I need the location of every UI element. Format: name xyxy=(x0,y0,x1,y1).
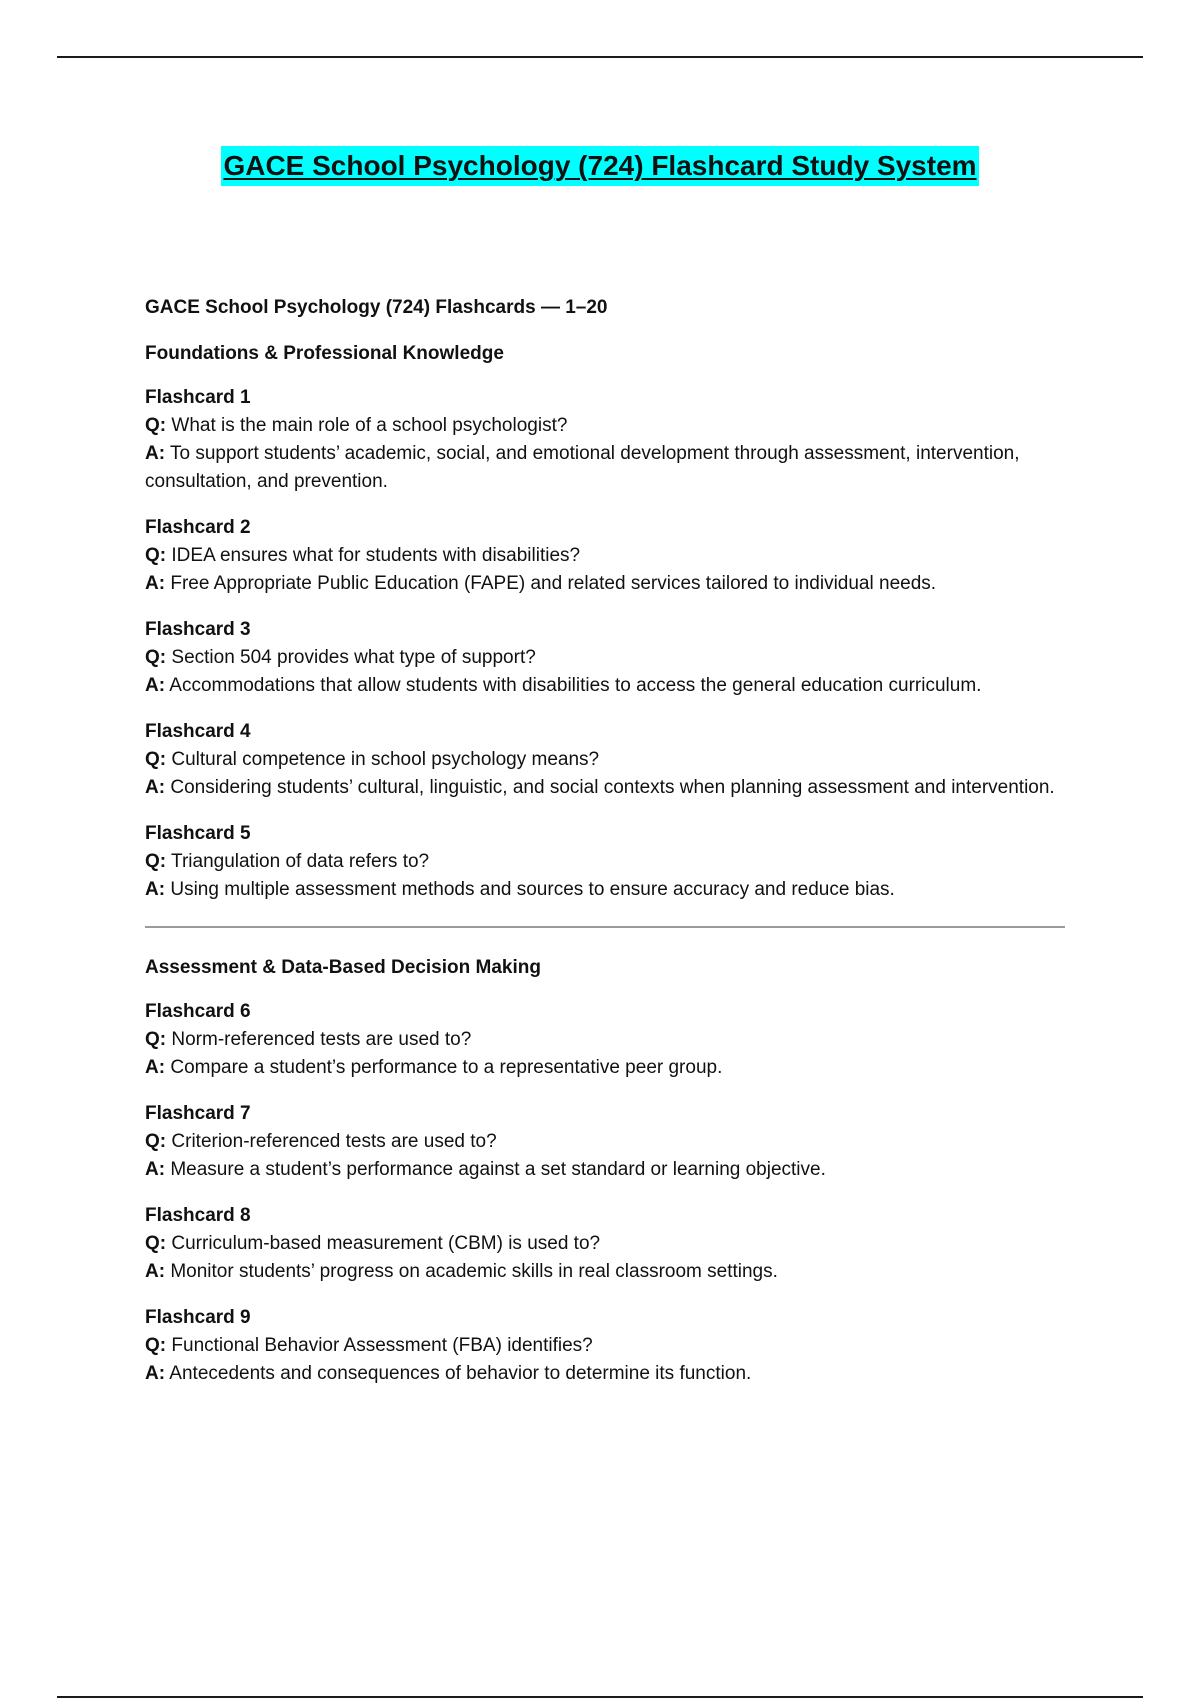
flashcard-question xyxy=(145,412,1065,440)
answer-label: A: xyxy=(145,573,166,594)
question-text: Section 504 provides what type of support? xyxy=(171,647,536,668)
flashcard-title: Flashcard 1 xyxy=(145,387,251,408)
flashcard-question xyxy=(145,542,1065,570)
question-label: Q: xyxy=(145,749,167,770)
flashcard-answer xyxy=(145,440,1065,496)
question-label: Q: xyxy=(145,1335,167,1356)
flashcard-title: Flashcard 8 xyxy=(145,1205,251,1226)
question-text: Norm-referenced tests are used to? xyxy=(171,1029,472,1050)
flashcard-title: Flashcard 5 xyxy=(145,823,251,844)
answer-label: A: xyxy=(145,1057,166,1078)
flashcard xyxy=(145,1100,1065,1184)
section-divider xyxy=(145,926,1065,928)
answer-text: To support students’ academic, social, and emotional development through assessment, intervention, consultation, and prevention. xyxy=(145,443,1020,492)
question-label: Q: xyxy=(145,1029,167,1050)
answer-label: A: xyxy=(145,443,166,464)
answer-label: A: xyxy=(145,1363,166,1384)
flashcard-question xyxy=(145,1128,1065,1156)
flashcard xyxy=(145,998,1065,1082)
flashcard-question xyxy=(145,644,1065,672)
flashcard-title: Flashcard 2 xyxy=(145,517,251,538)
answer-text: Antecedents and consequences of behavior to determine its function. xyxy=(169,1363,752,1384)
question-text: Functional Behavior Assessment (FBA) identifies? xyxy=(171,1335,593,1356)
flashcard-title: Flashcard 4 xyxy=(145,721,251,742)
flashcard xyxy=(145,514,1065,598)
flashcard-title: Flashcard 6 xyxy=(145,1001,251,1022)
answer-text: Monitor students’ progress on academic skills in real classroom settings. xyxy=(170,1261,778,1282)
question-label: Q: xyxy=(145,415,167,436)
flashcard xyxy=(145,820,1065,904)
flashcard-question xyxy=(145,1026,1065,1054)
question-text: Curriculum-based measurement (CBM) is used to? xyxy=(171,1233,601,1254)
question-label: Q: xyxy=(145,647,167,668)
question-label: Q: xyxy=(145,851,167,872)
flashcard-question xyxy=(145,746,1065,774)
flashcard-title: Flashcard 9 xyxy=(145,1307,251,1328)
question-label: Q: xyxy=(145,545,167,566)
section-heading: Assessment & Data-Based Decision Making xyxy=(145,957,541,978)
question-text: What is the main role of a school psychologist? xyxy=(171,415,568,436)
question-label: Q: xyxy=(145,1233,167,1254)
flashcard-answer xyxy=(145,672,1065,700)
flashcard-answer xyxy=(145,1258,1065,1286)
document-body xyxy=(145,294,1065,1406)
page-top-rule xyxy=(57,56,1143,58)
flashcard-question xyxy=(145,1332,1065,1360)
flashcard xyxy=(145,384,1065,496)
question-text: Criterion-referenced tests are used to? xyxy=(171,1131,497,1152)
answer-text: Free Appropriate Public Education (FAPE) and related services tailored to individual needs. xyxy=(170,573,937,594)
question-label: Q: xyxy=(145,1131,167,1152)
flashcard xyxy=(145,1304,1065,1388)
flashcard-title: Flashcard 7 xyxy=(145,1103,251,1124)
flashcard-answer xyxy=(145,1054,1065,1082)
question-text: IDEA ensures what for students with disabilities? xyxy=(171,545,581,566)
flashcard-answer xyxy=(145,876,1065,904)
answer-text: Compare a student’s performance to a representative peer group. xyxy=(170,1057,723,1078)
flashcard xyxy=(145,1202,1065,1286)
flashcard xyxy=(145,718,1065,802)
flashcard-question xyxy=(145,1230,1065,1258)
flashcard-answer xyxy=(145,1156,1065,1184)
question-text: Cultural competence in school psychology means? xyxy=(171,749,600,770)
answer-label: A: xyxy=(145,879,166,900)
answer-label: A: xyxy=(145,1159,166,1180)
flashcard-question xyxy=(145,848,1065,876)
question-text: Triangulation of data refers to? xyxy=(171,851,430,872)
section-heading: Foundations & Professional Knowledge xyxy=(145,343,504,364)
set-heading: GACE School Psychology (724) Flashcards — 1–20 xyxy=(145,297,608,318)
document-title: GACE School Psychology (724) Flashcard Study System xyxy=(221,146,978,186)
answer-text: Considering students’ cultural, linguistic, and social contexts when planning assessment and intervention. xyxy=(170,777,1055,798)
flashcard-title: Flashcard 3 xyxy=(145,619,251,640)
title-block xyxy=(0,146,1200,186)
answer-text: Accommodations that allow students with disabilities to access the general education curriculum. xyxy=(169,675,982,696)
page-bottom-rule xyxy=(57,1696,1143,1698)
flashcard-answer xyxy=(145,1360,1065,1388)
flashcard-answer xyxy=(145,774,1065,802)
answer-text: Measure a student’s performance against a set standard or learning objective. xyxy=(170,1159,826,1180)
flashcard xyxy=(145,616,1065,700)
flashcard-answer xyxy=(145,570,1065,598)
answer-text: Using multiple assessment methods and sources to ensure accuracy and reduce bias. xyxy=(170,879,895,900)
answer-label: A: xyxy=(145,675,166,696)
answer-label: A: xyxy=(145,1261,166,1282)
answer-label: A: xyxy=(145,777,166,798)
